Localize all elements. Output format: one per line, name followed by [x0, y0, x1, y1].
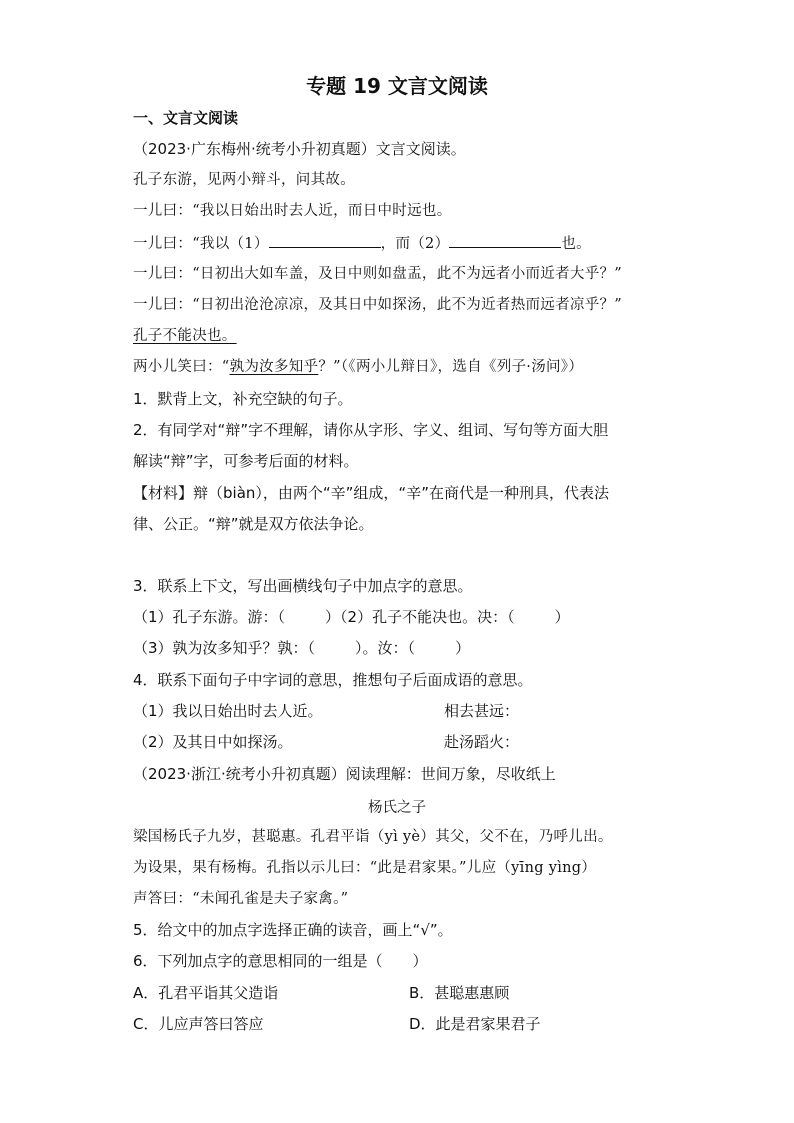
passage-text: 也。 — [561, 236, 591, 252]
passage-line: 一儿曰：“日初出沧沧凉凉，及其日中如探汤，此不为近者热而远者凉乎？” — [133, 297, 623, 313]
item-text: ） — [554, 608, 570, 626]
question-2-cont: 解读“辩”字，可参考后面的材料。 — [133, 452, 359, 470]
passage-title: 杨氏之子 — [368, 800, 426, 816]
passage-line: 孔子东游，见两小辩斗，问其故。 — [133, 172, 355, 188]
option-a[interactable]: A．孔君平诣其父造诣 — [133, 984, 279, 1002]
passage-line: 梁国杨氏子九岁，甚聪惠。孔君平诣（yì yè）其父，父不在，乃呼儿出。 — [133, 829, 613, 845]
question-3: 3．联系上下文，写出画横线句子中加点字的意思。 — [133, 577, 473, 595]
material-text-cont: 律、公正。“辩”就是双方依法争论。 — [133, 515, 374, 533]
answer-blank[interactable] — [269, 233, 381, 248]
passage-text: 一儿曰：“我以（1） — [133, 236, 269, 252]
question-4: 4．联系下面句子中字词的意思，推想句子后面成语的意思。 — [133, 671, 533, 689]
option-d[interactable]: D．此是君家果君子 — [409, 1015, 541, 1033]
answer-blank[interactable] — [449, 233, 561, 248]
underlined-sentence: 孰为汝多知乎 — [229, 359, 319, 375]
passage-line — [133, 357, 583, 377]
question-4-idiom: 相去甚远： — [444, 702, 520, 720]
item-text: （3）孰为汝多知乎？孰：（ — [133, 639, 316, 657]
section-heading: 一、文言文阅读 — [133, 109, 239, 127]
item-text: ） — [455, 639, 471, 657]
passage-line: 声答曰：“未闻孔雀是夫子家禽。” — [133, 891, 349, 907]
material-text: 【材料】辩（biàn），由两个“辛”组成，“辛”在商代是一种刑具，代表法 — [133, 484, 609, 502]
passage-line-underlined: 孔子不能决也。 — [133, 328, 237, 344]
passage-line-fill-blank — [133, 233, 591, 254]
question-4-item: （1）我以日始出时去人近。 — [133, 702, 323, 720]
question-3-items — [133, 638, 470, 658]
question-4-item: （2）及其日中如探汤。 — [133, 733, 293, 751]
page-title: 专题 19 文言文阅读 — [306, 74, 488, 98]
question-6: 6．下列加点字的意思相同的一组是（ ） — [133, 952, 428, 970]
passage-line: 一儿曰：“我以日始出时去人近，而日中时远也。 — [133, 203, 452, 219]
question-source: （2023·浙江·统考小升初真题）阅读理解：世间万象，尽收纸上 — [133, 765, 556, 783]
question-3-items — [133, 607, 570, 627]
passage-text: 两小儿笑曰：“ — [133, 359, 230, 375]
item-text: ）。汝：（ — [355, 639, 416, 657]
option-b[interactable]: B．甚聪惠惠顾 — [409, 984, 510, 1002]
question-4-idiom: 赴汤蹈火： — [444, 733, 520, 751]
passage-text: ？”（《两小儿辩日》，选自《列子·汤问》） — [318, 359, 584, 375]
question-2: 2．有同学对“辩”字不理解，请你从字形、字义、组词、写句等方面大胆 — [133, 421, 609, 439]
question-5: 5．给文中的加点字选择正确的读音，画上“√”。 — [133, 921, 453, 939]
item-text: （1）孔子东游。游：（ — [133, 608, 286, 626]
passage-line: 为设果，果有杨梅。孔指以示儿曰：“此是君家果。”儿应（yīng yìng） — [133, 860, 597, 876]
option-c[interactable]: C．儿应声答曰答应 — [133, 1015, 264, 1033]
passage-line: 一儿曰：“日初出大如车盖，及日中则如盘盂，此不为远者小而近者大乎？” — [133, 266, 623, 282]
question-1: 1．默背上文，补充空缺的句子。 — [133, 390, 353, 408]
passage-text: ，而（2） — [380, 236, 450, 252]
question-source: （2023·广东梅州·统考小升初真题）文言文阅读。 — [133, 140, 466, 158]
item-text: ）（2）孔子不能决也。决：（ — [325, 608, 515, 626]
